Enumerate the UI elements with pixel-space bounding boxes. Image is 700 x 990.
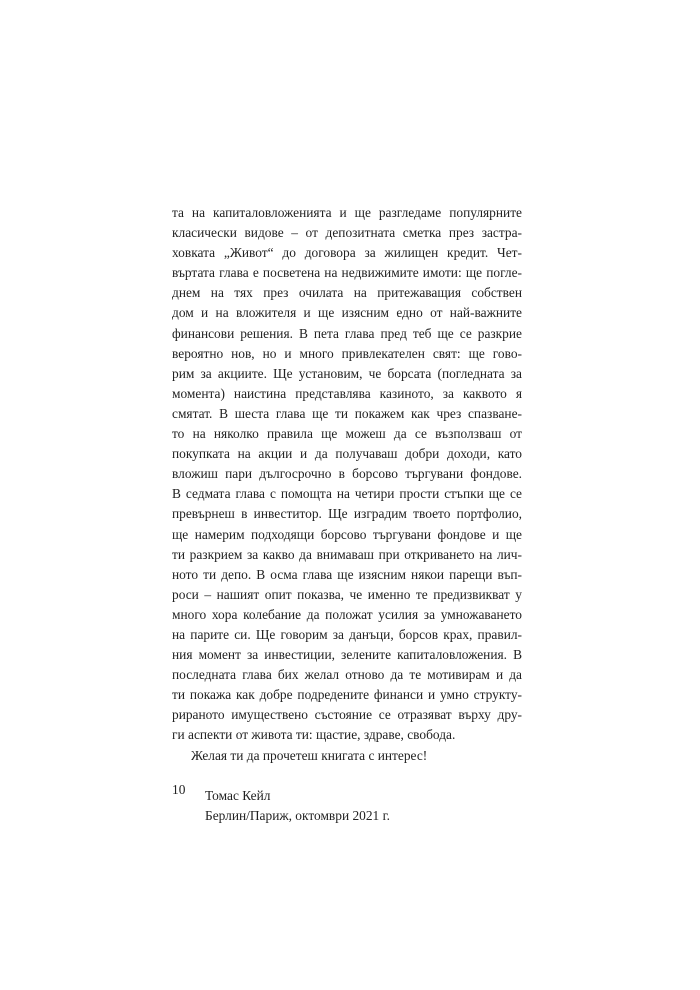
text-line: ще намерим подходящи борсово търгувани фондове и ще — [172, 526, 522, 542]
text-line: смятат. В шеста глава ще ти покажем как чрез спазване- — [172, 405, 522, 421]
text-line: на парите си. Ще говорим за данъци, борсов крах, правил- — [172, 626, 522, 642]
text-line: ти покажа как добре подредените финанси и умно структу- — [172, 687, 522, 703]
text-line: В седмата глава с помощта на четири прости стъпки ще се — [172, 486, 522, 502]
text-line: момента) наистина представлява казиното, за каквото я — [172, 385, 522, 401]
text-line: вероятно нов, но и много привлекателен свят: ще гово- — [172, 345, 522, 361]
text-line: последната глава бих желал отново да те мотивирам и да — [172, 667, 522, 683]
spacer — [172, 766, 522, 786]
signature-author: Томас Кейл — [205, 787, 271, 803]
text-line: класически видове – от депозитната сметка през застра- — [172, 225, 522, 241]
signature-place-date: Берлин/Париж, октомври 2021 г. — [205, 807, 390, 823]
text-line: вложиш пари дългосрочно в борсово търгувани фондове. — [172, 466, 522, 482]
text-line: въртата глава е посветена на недвижимите имоти: ще погле- — [172, 265, 522, 281]
text-line: та на капиталовложенията и ще разгледаме популярните — [172, 205, 522, 220]
text-line: превърнеш в инвеститор. Ще изградим твоето портфолио, — [172, 506, 522, 522]
text-line: ното ти депо. В осма глава ще изясним някои парещи въп- — [172, 566, 522, 582]
text-line: ги аспекти от живота ти: щастие, здраве, свобода. — [172, 727, 456, 743]
text-line: днем на тях през очилата на притежаващия собствен — [172, 285, 522, 301]
text-line: рираното имуществено състояние се отразяват върху дру- — [172, 707, 522, 723]
text-line: ния момент за инвестиции, зелените капиталовложения. В — [172, 647, 522, 663]
body-text — [172, 203, 522, 826]
text-line: дом и на вложителя и ще изясним едно от най-важните — [172, 305, 522, 321]
text-line: ховката „Живот“ до договора за жилищен кредит. Чет- — [172, 245, 522, 261]
text-line: покупката на акции и да получаваш добри доходи, като — [172, 446, 522, 462]
closing-line: Желая ти да прочетеш книгата с интерес! — [191, 747, 428, 763]
page-number: 10 — [172, 782, 186, 797]
text-line: много хора колебание да положат усилия за умножаването — [172, 606, 522, 622]
text-line: роси – нашият опит показва, че именно те предизвикват у — [172, 586, 522, 602]
text-line: то на няколко правила ще можеш да се възползваш от — [172, 426, 522, 442]
text-line: ти разкрием за какво да внимаваш при откриването на лич- — [172, 546, 522, 562]
text-line: финансови решения. В пета глава пред теб ще се разкрие — [172, 325, 522, 341]
text-line: рим за акциите. Ще установим, че борсата (погледната за — [172, 365, 522, 381]
